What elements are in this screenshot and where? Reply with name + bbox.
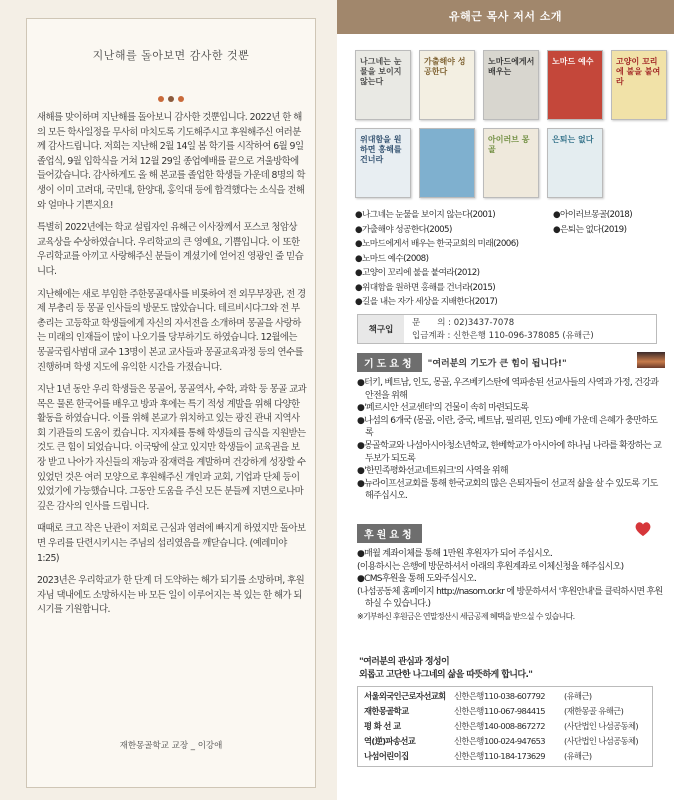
book-cover (419, 50, 475, 120)
prayer-item: ●'한민족평화선교네트워크'의 사역을 위해 (357, 466, 508, 477)
order-box (357, 314, 657, 344)
bank-account-name: 나섬어린이집 (364, 751, 409, 761)
bank-account-name: 평 화 선 교 (364, 721, 401, 731)
decorative-dot (178, 96, 184, 102)
book-list-item: ●가출해야 성공한다(2005) (355, 224, 452, 235)
bank-accounts (357, 686, 653, 767)
order-phone: 문 의 : 02)3437-7078 (412, 318, 515, 328)
book-title: 노마드 예수 (552, 57, 594, 66)
decorative-dot (168, 96, 174, 102)
letter-paragraph: 특별히 2022년에는 학교 설립자인 유해근 이사장께서 포스코 청암상 교육상을 수상하였습니다. 우리학교의 큰 영예요, 기쁨입니다. 이 또한 우리학교를 아끼고 사랑해주신 분들이 계셨기에 얻어진 영광인 줄 믿습니다. (37, 222, 304, 277)
book-title: 가출해야 성공한다 (424, 57, 466, 76)
support-label: 후원요청 (357, 524, 422, 543)
prayer-list (357, 377, 665, 503)
letter-paragraph: 2023년은 우리학교가 한 단계 더 도약하는 해가 되기를 소망하며, 후원자님 댁내에도 소망하시는 바 모든 일이 이루어지는 복 있는 한 해가 되시기를 기원합니다. (37, 575, 305, 616)
letter-body (37, 111, 307, 626)
book-title: 은퇴는 없다 (552, 135, 594, 144)
support-item: ※기부하신 후원금은 연말정산시 세금공제 혜택을 받으실 수 있습니다. (357, 611, 575, 621)
right-panel (337, 0, 674, 800)
support-header (357, 524, 422, 543)
bank-name: 신한은행 (454, 751, 484, 761)
book-title: 나그네는 눈물을 보이지 않는다 (360, 57, 402, 86)
bank-account-name: 서울외국인근로자선교회 (364, 691, 446, 701)
book-cover (483, 128, 539, 198)
bank-account-holder: (사단법인 나섬공동체) (564, 721, 639, 731)
bank-name: 신한은행 (454, 706, 484, 716)
book-list-item: ●아이러브몽골(2018) (553, 210, 633, 220)
book-cover (483, 50, 539, 120)
prayer-item: ●'페르시안 선교센터'의 건물이 속히 마련되도록 (357, 403, 529, 414)
heart-icon (634, 521, 652, 537)
bank-account-number: 110-038-607792 (484, 691, 545, 701)
bank-name: 신한은행 (454, 691, 484, 701)
order-account: 입금계좌 : 신한은행 110-096-378085 (유해근) (412, 331, 594, 341)
prayer-item: ●몽골학교와 나섬아시아청소년학교, 한베학교가 아시아에 하나님 나라를 확장하는 교두보가 되도록 (357, 440, 662, 464)
book-cover (355, 128, 411, 198)
book-list-item: ●고양이 꼬리에 불을 붙여라(2012) (355, 268, 480, 278)
book-cover (419, 128, 475, 198)
support-item: (나섬공동체 홈페이지 http://nasom.or.kr 에 방문하셔서 '후원안내'를 클릭하시면 후원하실 수 있습니다.) (357, 586, 663, 610)
bank-account-number: 110-067-984415 (484, 706, 545, 716)
prayer-item: ●터키, 베트남, 인도, 몽골, 우즈베키스탄에 역파송된 선교사들의 사역과 가정, 건강과 안전을 위해 (357, 378, 659, 401)
letter-paragraph: 새해를 맞이하며 지난해를 돌아보니 감사한 것뿐입니다. 2022년 한 해의 모든 학사일정을 무사히 마치도록 기도해주시고 후원해주신 여러분께 감사드립니다. 저희는 지난해 2월 14일 봄 학기를 시작하여 6월 9일 졸업식, 9월 입학식을 거쳐 12월 29일 종업예배를 끝으로 겨울방학에 들어갔습니다. 감사하게도 올 해 본교를 졸업한 학생들 가운데 8명의 학생이 이미 고려대, 국민대, 한양대, 홍익대 등에 합격했다는 소식을 전해와 얼마나 기쁜지요! (37, 112, 305, 211)
support-item: ●매월 계좌이체를 통해 1만원 후원자가 되어 주십시오. (357, 549, 553, 559)
support-item: ●CMS후원을 통해 도와주십시오. (357, 574, 477, 585)
prayer-item: ●나섬의 6개국 (몽골, 이란, 중국, 베트남, 필리핀, 인도) 예배 가운데 은혜가 충만하도록 (357, 415, 658, 439)
book-list-item: ●노마드 예수(2008) (355, 253, 429, 264)
bank-account-row (364, 734, 646, 749)
prayer-item: ●뉴라이프선교회를 통해 한국교회의 많은 은퇴자들이 선교적 삶을 살 수 있도록 기도해주십시오. (357, 478, 658, 502)
bank-account-holder: (재한몽골 유해근) (564, 706, 624, 716)
book-list-item: ●은퇴는 없다(2019) (553, 224, 627, 235)
book-list-item: ●길을 내는 자가 세상을 지배한다(2017) (355, 297, 498, 307)
book-list-item: ●노마드에게서 배우는 한국교회의 미래(2006) (355, 239, 519, 249)
book-title: 아이러브 몽골 (488, 135, 530, 154)
book-title: 고양이 꼬리에 불을 붙여라 (616, 57, 661, 86)
letter-paragraph: 지난해에는 새로 부임한 주한몽골대사를 비롯하여 전 외무부장관, 전 경제 부총리 등 몽골 인사들의 방문도 많았습니다. 테르비시다그와 전 부총리는 고등학교 학생들에게 자신의 자서전을 소개하며 몽골을 사랑하는 미래의 인재들이 많이 나오기를 당부하기도 하였습니다. 12월에는 몽골국립사범대 교수 13명이 본교 교사들과 몽골교육과정 등의 연수를 진행하며 학생 지도에 유익한 시간을 가졌습니다. (37, 288, 306, 373)
book-list-item: ●위대함을 원하면 홍해를 건너라(2015) (355, 282, 496, 293)
decorative-dots (27, 87, 315, 106)
support-quote-line1: "여러분의 관심과 정성이 (359, 657, 450, 667)
support-list (357, 548, 665, 624)
bank-account-number: 110-184-173629 (484, 751, 545, 761)
support-quote-line2: 외롭고 고단한 나그네의 삶을 따뜻하게 합니다." (359, 670, 533, 680)
books-section-header: 유해근 목사 저서 소개 (337, 0, 674, 34)
bank-account-number: 140-008-867272 (484, 721, 545, 731)
bank-account-holder: (유해근) (564, 691, 592, 701)
bank-account-name: 재한몽골학교 (364, 706, 409, 716)
bank-account-row (364, 749, 646, 764)
bank-account-row (364, 704, 646, 719)
support-item: (이용하시는 은행에 방문하셔서 아래의 후원계좌로 이체신청을 해주십시오) (357, 561, 624, 572)
sunset-image (637, 352, 665, 368)
order-info (404, 315, 602, 343)
book-list-item: ●나그네는 눈물을 보이지 않는다(2001) (355, 210, 496, 220)
book-cover (355, 50, 411, 120)
order-label: 책구입 (358, 315, 404, 343)
book-cover (547, 128, 603, 198)
bank-account-holder: (유해근) (564, 751, 592, 761)
book-title: 노마드에게서 배우는 (488, 57, 535, 76)
prayer-quote: "여러분의 기도가 큰 힘이 됩니다!" (427, 359, 567, 369)
bank-account-number: 100-024-947653 (484, 736, 545, 746)
bank-account-row (364, 719, 646, 734)
letter-paragraph: 때때로 크고 작은 난관이 저희로 근심과 염려에 빠지게 하였지만 돌아보면 우리를 단련시키시는 주님의 섭리였음을 깨닫습니다. (예레미야1:25) (37, 523, 306, 564)
decorative-dot (158, 96, 164, 102)
prayer-label: 기도요청 (357, 353, 422, 372)
bank-account-holder: (사단법인 나섬공동체) (564, 736, 639, 746)
letter-box (26, 18, 316, 788)
signature: 재한몽골학교 교장 _ 이강애 (119, 741, 223, 751)
letter-paragraph: 지난 1년 동안 우리 학생들은 몽골어, 몽골역사, 수학, 과학 등 몽골 교과목은 물론 한국어를 배우고 방과 후에는 특기 적성 계발을 위해 다양한 활동을 하였습니다. 이를 위해 본교가 위치하고 있는 광진 관내 지역사회 기관들의 도움이 컸습니다. 지자체를 통해 학생들의 급식을 지원받는 것도 큰 힘이 되었습니다. 이국땅에 살고 있지만 학생들이 교육권을 보장 받고 나아가 자신들의 재능과 잠재력을 계발하며 건강하게 성장할 수 있었던 것은 여러 모양으로 후원해주신 개인과 교회, 기업과 단체 등이 있었기에 가능했습니다. 그동안 도움을 주신 모든 분들께 지면으로나마 깊은 감사의 인사를 드립니다. (37, 384, 307, 512)
prayer-header (357, 353, 567, 372)
bank-account-name: 역(逆)파송선교 (364, 736, 416, 746)
bank-account-row (364, 689, 646, 704)
book-cover (611, 50, 667, 120)
bank-name: 신한은행 (454, 721, 484, 731)
support-quote (359, 656, 532, 682)
book-title: 위대함을 원하면 홍해를 건너라 (360, 135, 402, 164)
book-cover (547, 50, 603, 120)
letter-title: 지난해를 돌아보면 감사한 것뿐 (92, 49, 250, 62)
bank-name: 신한은행 (454, 736, 484, 746)
